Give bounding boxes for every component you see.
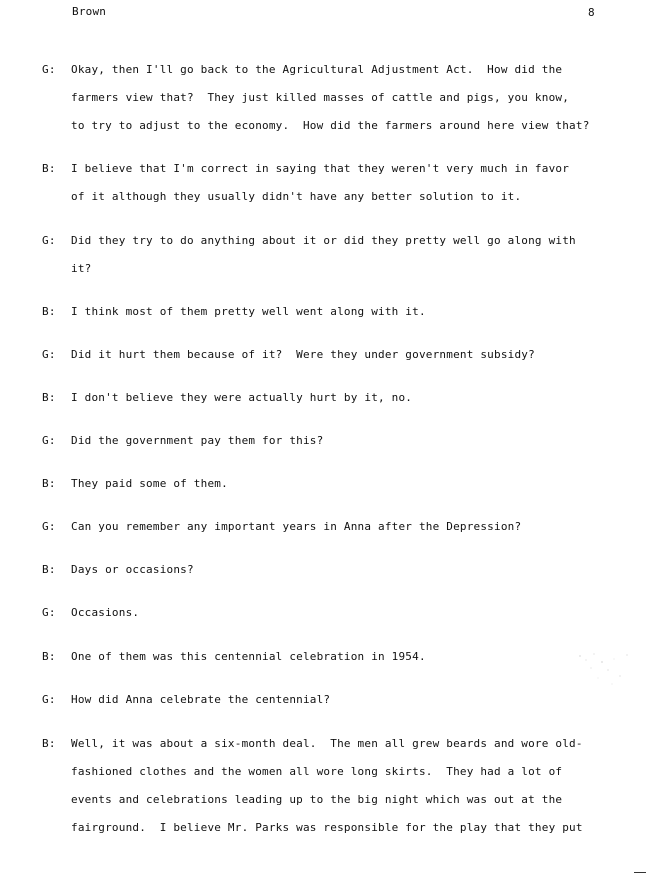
- utterance-line: Okay, then I'll go back to the Agricultural Adjustment Act. How did the: [71, 63, 563, 76]
- utterance-line: farmers view that? They just killed masses of cattle and pigs, you know,: [71, 91, 570, 104]
- utterance-text: [71, 427, 617, 455]
- utterance-text: [71, 384, 617, 412]
- utterance-line: They paid some of them.: [71, 477, 228, 490]
- speaker-label: G:: [42, 234, 56, 247]
- utterance-text: [71, 513, 617, 541]
- speaker-label: G:: [42, 520, 56, 533]
- speaker-label: G:: [42, 348, 56, 361]
- transcript-entry: [42, 599, 617, 627]
- scan-edge-mark: [634, 872, 646, 873]
- transcript-entry: [42, 384, 617, 412]
- transcript-entry: [42, 470, 617, 498]
- speaker-label: G:: [42, 693, 56, 706]
- utterance-text: [71, 155, 617, 211]
- utterance-line: Did it hurt them because of it? Were they under government subsidy?: [71, 348, 535, 361]
- utterance-line: How did Anna celebrate the centennial?: [71, 693, 331, 706]
- utterance-line: Did the government pay them for this?: [71, 434, 324, 447]
- utterance-text: [71, 227, 617, 283]
- transcript-entry: [42, 686, 617, 714]
- speaker-label: B:: [42, 737, 56, 750]
- utterance-line: Can you remember any important years in Anna after the Depression?: [71, 520, 522, 533]
- utterance-line: Occasions.: [71, 606, 140, 619]
- utterance-line: events and celebrations leading up to the big night which was out at the: [71, 793, 563, 806]
- utterance-text: [71, 556, 617, 584]
- utterance-line: fairground. I believe Mr. Parks was responsible for the play that they put: [71, 821, 583, 834]
- transcript-entry: [42, 227, 617, 283]
- header-page-number: 8: [588, 6, 595, 19]
- speaker-label: G:: [42, 63, 56, 76]
- utterance-line: I think most of them pretty well went along with it.: [71, 305, 426, 318]
- speaker-label: G:: [42, 606, 56, 619]
- header-interviewee-name: Brown: [72, 5, 107, 18]
- transcript-entry: [42, 427, 617, 455]
- transcript-entry: [42, 730, 617, 842]
- utterance-line: One of them was this centennial celebration in 1954.: [71, 650, 426, 663]
- utterance-line: to try to adjust to the economy. How did the farmers around here view that?: [71, 119, 590, 132]
- speaker-label: B:: [42, 391, 56, 404]
- transcript-entry: [42, 56, 617, 140]
- utterance-line: it?: [71, 262, 92, 275]
- transcript-entry: [42, 556, 617, 584]
- utterance-line: of it although they usually didn't have any better solution to it.: [71, 190, 522, 203]
- transcript-entry: [42, 643, 617, 671]
- speaker-label: B:: [42, 477, 56, 490]
- speaker-label: B:: [42, 650, 56, 663]
- speaker-label: B:: [42, 305, 56, 318]
- utterance-line: I believe that I'm correct in saying that they weren't very much in favor: [71, 162, 570, 175]
- speaker-label: B:: [42, 162, 56, 175]
- utterance-text: [71, 686, 617, 714]
- utterance-text: [71, 730, 617, 842]
- transcript-entry: [42, 513, 617, 541]
- utterance-text: [71, 470, 617, 498]
- utterance-text: [71, 341, 617, 369]
- utterance-text: [71, 56, 617, 140]
- utterance-line: Days or occasions?: [71, 563, 194, 576]
- transcript-entry: [42, 341, 617, 369]
- transcript-entry: [42, 155, 617, 211]
- utterance-line: I don't believe they were actually hurt by it, no.: [71, 391, 413, 404]
- speaker-label: G:: [42, 434, 56, 447]
- utterance-line: Well, it was about a six-month deal. The men all grew beards and wore old-: [71, 737, 583, 750]
- utterance-line: Did they try to do anything about it or did they pretty well go along with: [71, 234, 576, 247]
- speaker-label: B:: [42, 563, 56, 576]
- utterance-text: [71, 298, 617, 326]
- utterance-text: [71, 643, 617, 671]
- scan-speckle: [572, 650, 632, 690]
- utterance-line: fashioned clothes and the women all wore long skirts. They had a lot of: [71, 765, 563, 778]
- transcript-entry: [42, 298, 617, 326]
- utterance-text: [71, 599, 617, 627]
